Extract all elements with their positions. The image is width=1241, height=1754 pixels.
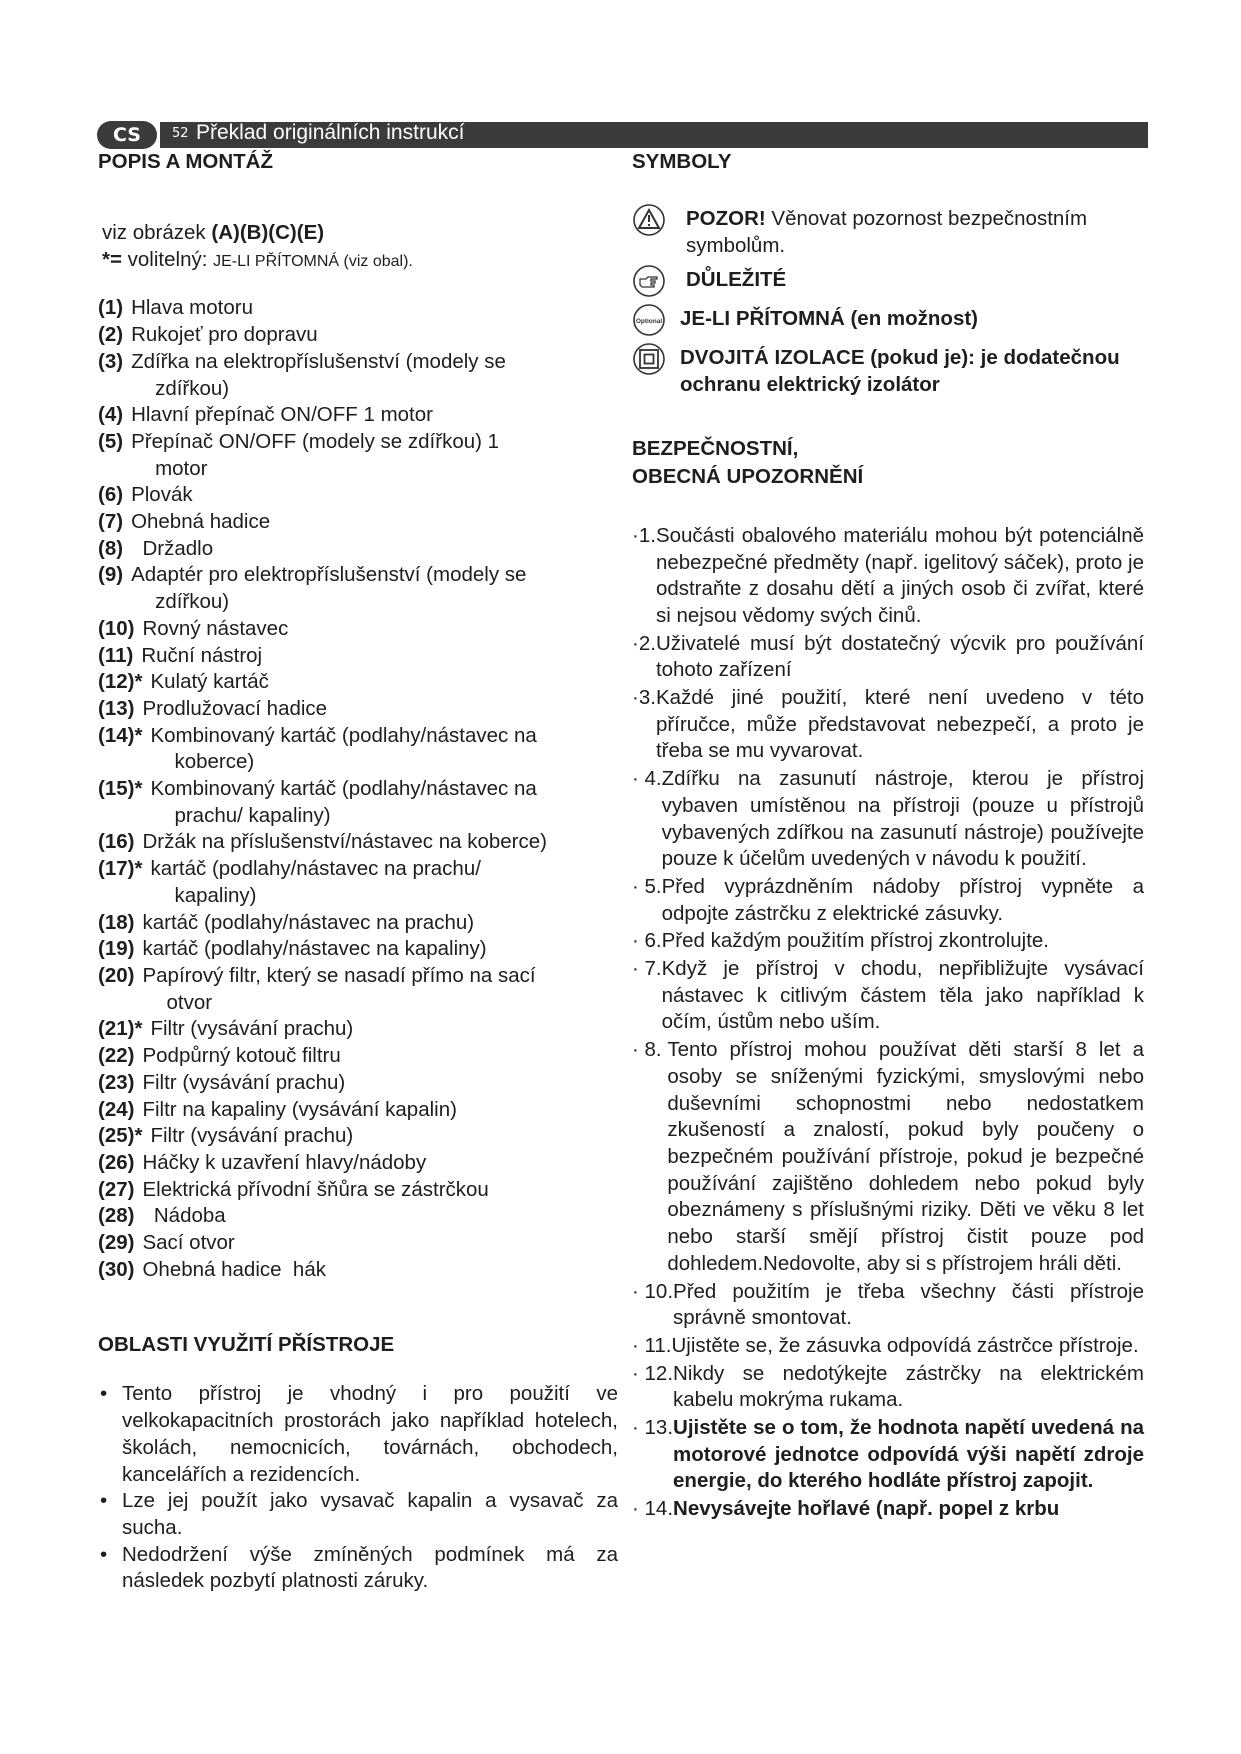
part-description-text: Kulatý kartáč [150, 670, 269, 694]
safety-rule-text: Ujistěte se, že zásuvka odpovídá zástrčce přístroje. [671, 1333, 1139, 1357]
pointing-hand-icon [632, 264, 666, 298]
part-description-text: Držadlo [131, 536, 214, 560]
part-number: (8) [98, 536, 124, 560]
part-description-text: Prodlužovací hadice [142, 696, 328, 720]
safety-rule-number: · 7. [632, 957, 662, 981]
part-item [98, 1123, 618, 1150]
safety-rule-text: Každé jiné použití, které není uvedeno v této příručce, může představovat nebezpečí, a proto je třeba se mu vyvarovat. [655, 686, 1144, 763]
safety-rule-number: · 13. [632, 1416, 674, 1440]
usage-heading: OBLASTI VYUŽITÍ PŘÍSTROJE [98, 1333, 395, 1357]
part-description-text: Přepínač ON/OFF (modely se zdířkou) 1 [131, 429, 500, 453]
safety-rule [632, 1037, 1144, 1277]
part-number: (17)* [98, 857, 143, 881]
safety-rule [632, 874, 1144, 927]
safety-rule-text: Před každým použitím přístroj zkontrolujte. [661, 929, 1049, 953]
part-description-text: kartáč (podlahy/nástavec na prachu/ [150, 857, 481, 881]
part-description [131, 295, 618, 322]
part-description [142, 616, 618, 643]
part-description-text: Filtr (vysávání prachu) [150, 1124, 354, 1148]
safety-heading [632, 435, 1144, 491]
description-heading: POPIS A MONTÁŽ [98, 150, 274, 173]
part-number: (13) [98, 696, 135, 720]
part-description-continued: koberce) [174, 750, 255, 774]
usage-bullet: • Tento přístroj je vhodný i pro použití ve velkokapacitních prostorách jako například hotelech, školách, nemocnicích, továrnách, obchodech, kancelářích a rezidencích. [98, 1381, 618, 1488]
part-number: (12)* [98, 670, 143, 694]
part-item [98, 349, 618, 402]
safety-rule [632, 1361, 1144, 1414]
intro-asterisk: *= [102, 247, 122, 271]
part-number: (7) [98, 510, 124, 534]
part-description [131, 482, 618, 509]
part-number: (3) [98, 349, 124, 373]
part-description-continued: zdířkou) [155, 590, 230, 614]
part-number: (9) [98, 563, 124, 587]
part-description-text: Zdířka na elektropříslušenství (modely se [131, 349, 506, 373]
part-item [98, 322, 618, 349]
safety-heading-line-2: OBECNÁ UPOZORNĚNÍ [632, 464, 864, 488]
part-number: (14)* [98, 723, 143, 747]
part-description-text: Ruční nástroj [141, 643, 263, 667]
symbol-optional [632, 306, 1144, 337]
part-description [142, 963, 618, 1016]
part-number: (29) [98, 1231, 135, 1255]
safety-rule [632, 1415, 1144, 1495]
left-column [98, 150, 618, 1611]
part-item [98, 1203, 618, 1230]
part-item [98, 562, 618, 615]
part-item [98, 509, 618, 536]
part-item [98, 295, 618, 322]
part-description-continued: zdířkou) [155, 376, 230, 400]
warning-triangle-icon [632, 203, 666, 237]
part-number: (2) [98, 323, 124, 347]
part-item [98, 936, 618, 963]
part-item [98, 829, 618, 856]
part-description-continued: prachu/ kapaliny) [174, 803, 331, 827]
part-description-text: Hlava motoru [131, 296, 253, 320]
part-description [142, 1097, 618, 1124]
safety-rules-list [632, 523, 1144, 1523]
part-description [150, 1016, 618, 1043]
part-description [150, 723, 618, 776]
safety-rule-text: Nevysávejte hořlavé (např. popel z krbu [673, 1497, 1060, 1521]
part-description [142, 1177, 618, 1204]
safety-rule-text: Zdířku na zasunutí nástroje, kterou je přístroj vybaven umístěnou na přístroji (pouze u přístrojů vybavených zdířkou na zasunutí nástroje) používejte pouze k účelům uvedených v návodu k použití. [661, 767, 1144, 871]
intro-optional-note: JE-LI PŘÍTOMNÁ (viz obal). [213, 252, 413, 270]
language-badge: CS [97, 121, 157, 149]
part-number: (16) [98, 830, 135, 854]
part-description [131, 429, 618, 482]
part-description-continued: otvor [166, 990, 213, 1014]
symbols-heading: SYMBOLY [632, 150, 732, 173]
part-number: (21)* [98, 1017, 143, 1041]
part-description-text: Plovák [131, 483, 193, 507]
part-description [131, 402, 618, 429]
part-description-text: Nádoba [142, 1204, 226, 1228]
part-number: (24) [98, 1097, 135, 1121]
part-item [98, 856, 618, 909]
part-description [142, 1203, 618, 1230]
intro-optional: volitelný: [127, 247, 208, 271]
part-number: (27) [98, 1177, 135, 1201]
safety-rule [632, 956, 1144, 1036]
part-number: (4) [98, 403, 124, 427]
page-number: 52 [172, 126, 189, 141]
part-description-continued: motor [155, 456, 208, 480]
safety-rule [632, 928, 1144, 955]
double-insulation-icon [632, 342, 666, 376]
part-description-text: Rukojeť pro dopravu [131, 323, 318, 347]
part-item [98, 1257, 618, 1284]
intro-figures: (A)(B)(C)(E) [211, 221, 325, 244]
part-description-text: Hlavní přepínač ON/OFF 1 motor [131, 403, 433, 427]
intro-line-2 [102, 247, 618, 276]
part-description [142, 696, 618, 723]
right-column [632, 150, 1144, 1524]
part-item [98, 963, 618, 1016]
symbol-warning-desc: Věnovat pozornost bezpečnostním symbolům. [686, 207, 1088, 257]
part-item [98, 482, 618, 509]
part-description [142, 910, 618, 937]
safety-rule [632, 1279, 1144, 1332]
part-item [98, 696, 618, 723]
part-description [142, 1230, 618, 1257]
safety-rule [632, 1333, 1144, 1360]
part-item [98, 1230, 618, 1257]
usage-bullet: • Nedodržení výše zmíněných podmínek má za následek pozbytí platnosti záruky. [98, 1542, 618, 1595]
safety-rule-number: · 10. [632, 1279, 674, 1303]
part-description-text: Rovný nástavec [142, 616, 289, 640]
part-description-text: Papírový filtr, který se nasadí přímo na sací [142, 963, 536, 987]
safety-rule [632, 1496, 1144, 1523]
part-item [98, 536, 618, 563]
part-description [131, 322, 618, 349]
part-number: (19) [98, 937, 135, 961]
part-description-text: Držák na příslušenství/nástavec na koberce) [142, 830, 547, 854]
intro-line-1 [102, 220, 618, 247]
symbol-optional-text: JE-LI PŘÍTOMNÁ (en možnost) [680, 307, 979, 331]
header-title: Překlad originálních instrukcí [196, 121, 465, 144]
safety-rule-number: · 14. [632, 1497, 674, 1521]
part-description-continued: kapaliny) [174, 883, 257, 907]
part-item [98, 910, 618, 937]
symbol-important-text: DŮLEŽITÉ [686, 268, 787, 292]
symbol-important [632, 267, 1144, 298]
usage-list [98, 1381, 618, 1595]
part-number: (25)* [98, 1124, 143, 1148]
safety-rule [632, 631, 1144, 684]
part-description [131, 562, 618, 615]
safety-rule-number: ·3. [632, 686, 656, 710]
part-item [98, 402, 618, 429]
safety-rule [632, 685, 1144, 765]
part-description-text: Ohebná hadice [131, 510, 271, 534]
part-description-text: Elektrická přívodní šňůra se zástrčkou [142, 1177, 489, 1201]
part-description-text: Podpůrný kotouč filtru [142, 1044, 341, 1068]
safety-rule-text: Tento přístroj mohou používat děti starší 8 let a osoby se sníženými fyzickými, smyslovými nebo duševními schopnostmi nebo nedostatkem zkušeností a znalostí, pokud byly poučeny o bezpečném používání přístroje, pokud je bezpečné používání zajištěno dohledem nebo pokud byly obeznámeny s příslušnými riziky. Děti ve věku 8 let nebo starší smějí přístroj čistit pouze pod dohledem.Nedovolte, aby si s přístrojem hráli děti. [667, 1038, 1144, 1275]
part-description-text: Filtr (vysávání prachu) [150, 1017, 354, 1041]
part-item [98, 643, 618, 670]
safety-rule-number: · 5. [632, 874, 662, 898]
optional-icon-label: Optional [635, 318, 663, 326]
part-item [98, 1016, 618, 1043]
safety-rule-number: · 6. [632, 929, 662, 953]
intro-see-figure: viz obrázek [102, 221, 206, 244]
safety-rule-text: Před použitím je třeba všechny části přístroje správně smontovat. [673, 1279, 1144, 1330]
safety-rule-number: · 12. [632, 1361, 674, 1385]
part-item [98, 669, 618, 696]
part-description [131, 509, 618, 536]
safety-rule-text: Před vyprázdněním nádoby přístroj vypněte a odpojte zástrčku z elektrické zásuvky. [661, 874, 1144, 925]
safety-rule-number: ·2. [632, 631, 656, 655]
part-description-text: Filtr na kapaliny (vysávání kapalin) [142, 1097, 457, 1121]
intro-block [98, 220, 618, 275]
part-description [141, 643, 618, 670]
part-number: (6) [98, 483, 124, 507]
part-item [98, 1070, 618, 1097]
optional-icon [632, 303, 666, 337]
safety-rule-text: Nikdy se nedotýkejte zástrčky na elektrickém kabelu mokrýma rukama. [673, 1361, 1144, 1412]
part-description [142, 1070, 618, 1097]
part-item [98, 723, 618, 776]
part-description-text: Filtr (vysávání prachu) [142, 1070, 346, 1094]
part-item [98, 1043, 618, 1070]
part-number: (26) [98, 1150, 135, 1174]
part-number: (18) [98, 910, 135, 934]
safety-rule-number: ·1. [632, 523, 656, 547]
part-description [142, 1257, 618, 1284]
symbol-warning [632, 206, 1144, 259]
part-description-text: kartáč (podlahy/nástavec na kapaliny) [142, 937, 487, 961]
part-item [98, 429, 618, 482]
part-description [150, 669, 618, 696]
part-description-text: Háčky k uzavření hlavy/nádoby [142, 1150, 427, 1174]
part-number: (30) [98, 1257, 135, 1281]
part-description-text: Sací otvor [142, 1231, 235, 1255]
part-number: (15)* [98, 777, 143, 801]
part-description-text: Kombinovaný kartáč (podlahy/nástavec na [150, 723, 537, 747]
part-number: (10) [98, 616, 135, 640]
part-description [150, 856, 618, 909]
safety-rule-text: Ujistěte se o tom, že hodnota napětí uvedená na motorové jednotce odpovídá výši napětí zdroje energie, do kterého hodláte přístroj zapojit. [673, 1416, 1144, 1493]
part-description [150, 1123, 618, 1150]
safety-rule-text: Součásti obalového materiálu mohou být potenciálně nebezpečné předměty (např. igelitový sáček), proto je odstraňte z dosahu dětí a jiných osob či zvířat, které si nejsou vědomy svých činů. [655, 523, 1144, 627]
part-description [142, 1150, 618, 1177]
part-number: (22) [98, 1044, 135, 1068]
parts-list [98, 295, 618, 1283]
part-number: (20) [98, 963, 135, 987]
symbol-double-insulation-text: DVOJITÁ IZOLACE (pokud je): je dodatečnou ochranu elektrický izolátor [680, 346, 1120, 397]
part-description-text: Kombinovaný kartáč (podlahy/nástavec na [150, 777, 537, 801]
part-item [98, 1177, 618, 1204]
safety-rule-number: · 4. [632, 767, 662, 791]
symbols-list [632, 206, 1144, 399]
part-description [142, 829, 618, 856]
safety-rule-text: Když je přístroj v chodu, nepřibližujte vysávací nástavec k citlivým částem těla jako například k očím, ústům nebo uším. [661, 957, 1144, 1034]
part-description-text: Adaptér pro elektropříslušenství (modely se [131, 563, 527, 587]
part-description-text: Ohebná hadice hák [142, 1257, 326, 1281]
part-number: (28) [98, 1204, 135, 1228]
part-item [98, 1097, 618, 1124]
safety-heading-line-1: BEZPEČNOSTNÍ, [632, 436, 799, 460]
safety-rule-number: · 8. [632, 1038, 668, 1062]
part-description [142, 936, 618, 963]
part-item [98, 1150, 618, 1177]
part-number: (5) [98, 429, 124, 453]
part-number: (23) [98, 1070, 135, 1094]
symbol-warning-text [680, 206, 1144, 259]
symbol-warning-bold: POZOR! [686, 207, 766, 230]
usage-bullet: • Lze jej použít jako vysavač kapalin a vysavač za sucha. [98, 1488, 618, 1541]
part-item [98, 776, 618, 829]
safety-rule [632, 523, 1144, 630]
safety-rule [632, 766, 1144, 873]
part-number: (11) [98, 643, 134, 667]
safety-rule-text: Uživatelé musí být dostatečný výcvik pro používání tohoto zařízení [655, 631, 1144, 682]
part-number: (1) [98, 296, 124, 320]
part-description [142, 1043, 618, 1070]
symbol-double-insulation [632, 345, 1144, 398]
part-item [98, 616, 618, 643]
part-description [131, 536, 618, 563]
part-description [150, 776, 618, 829]
part-description [131, 349, 618, 402]
part-description-text: kartáč (podlahy/nástavec na prachu) [142, 910, 475, 934]
safety-rule-number: · 11. [632, 1333, 672, 1357]
